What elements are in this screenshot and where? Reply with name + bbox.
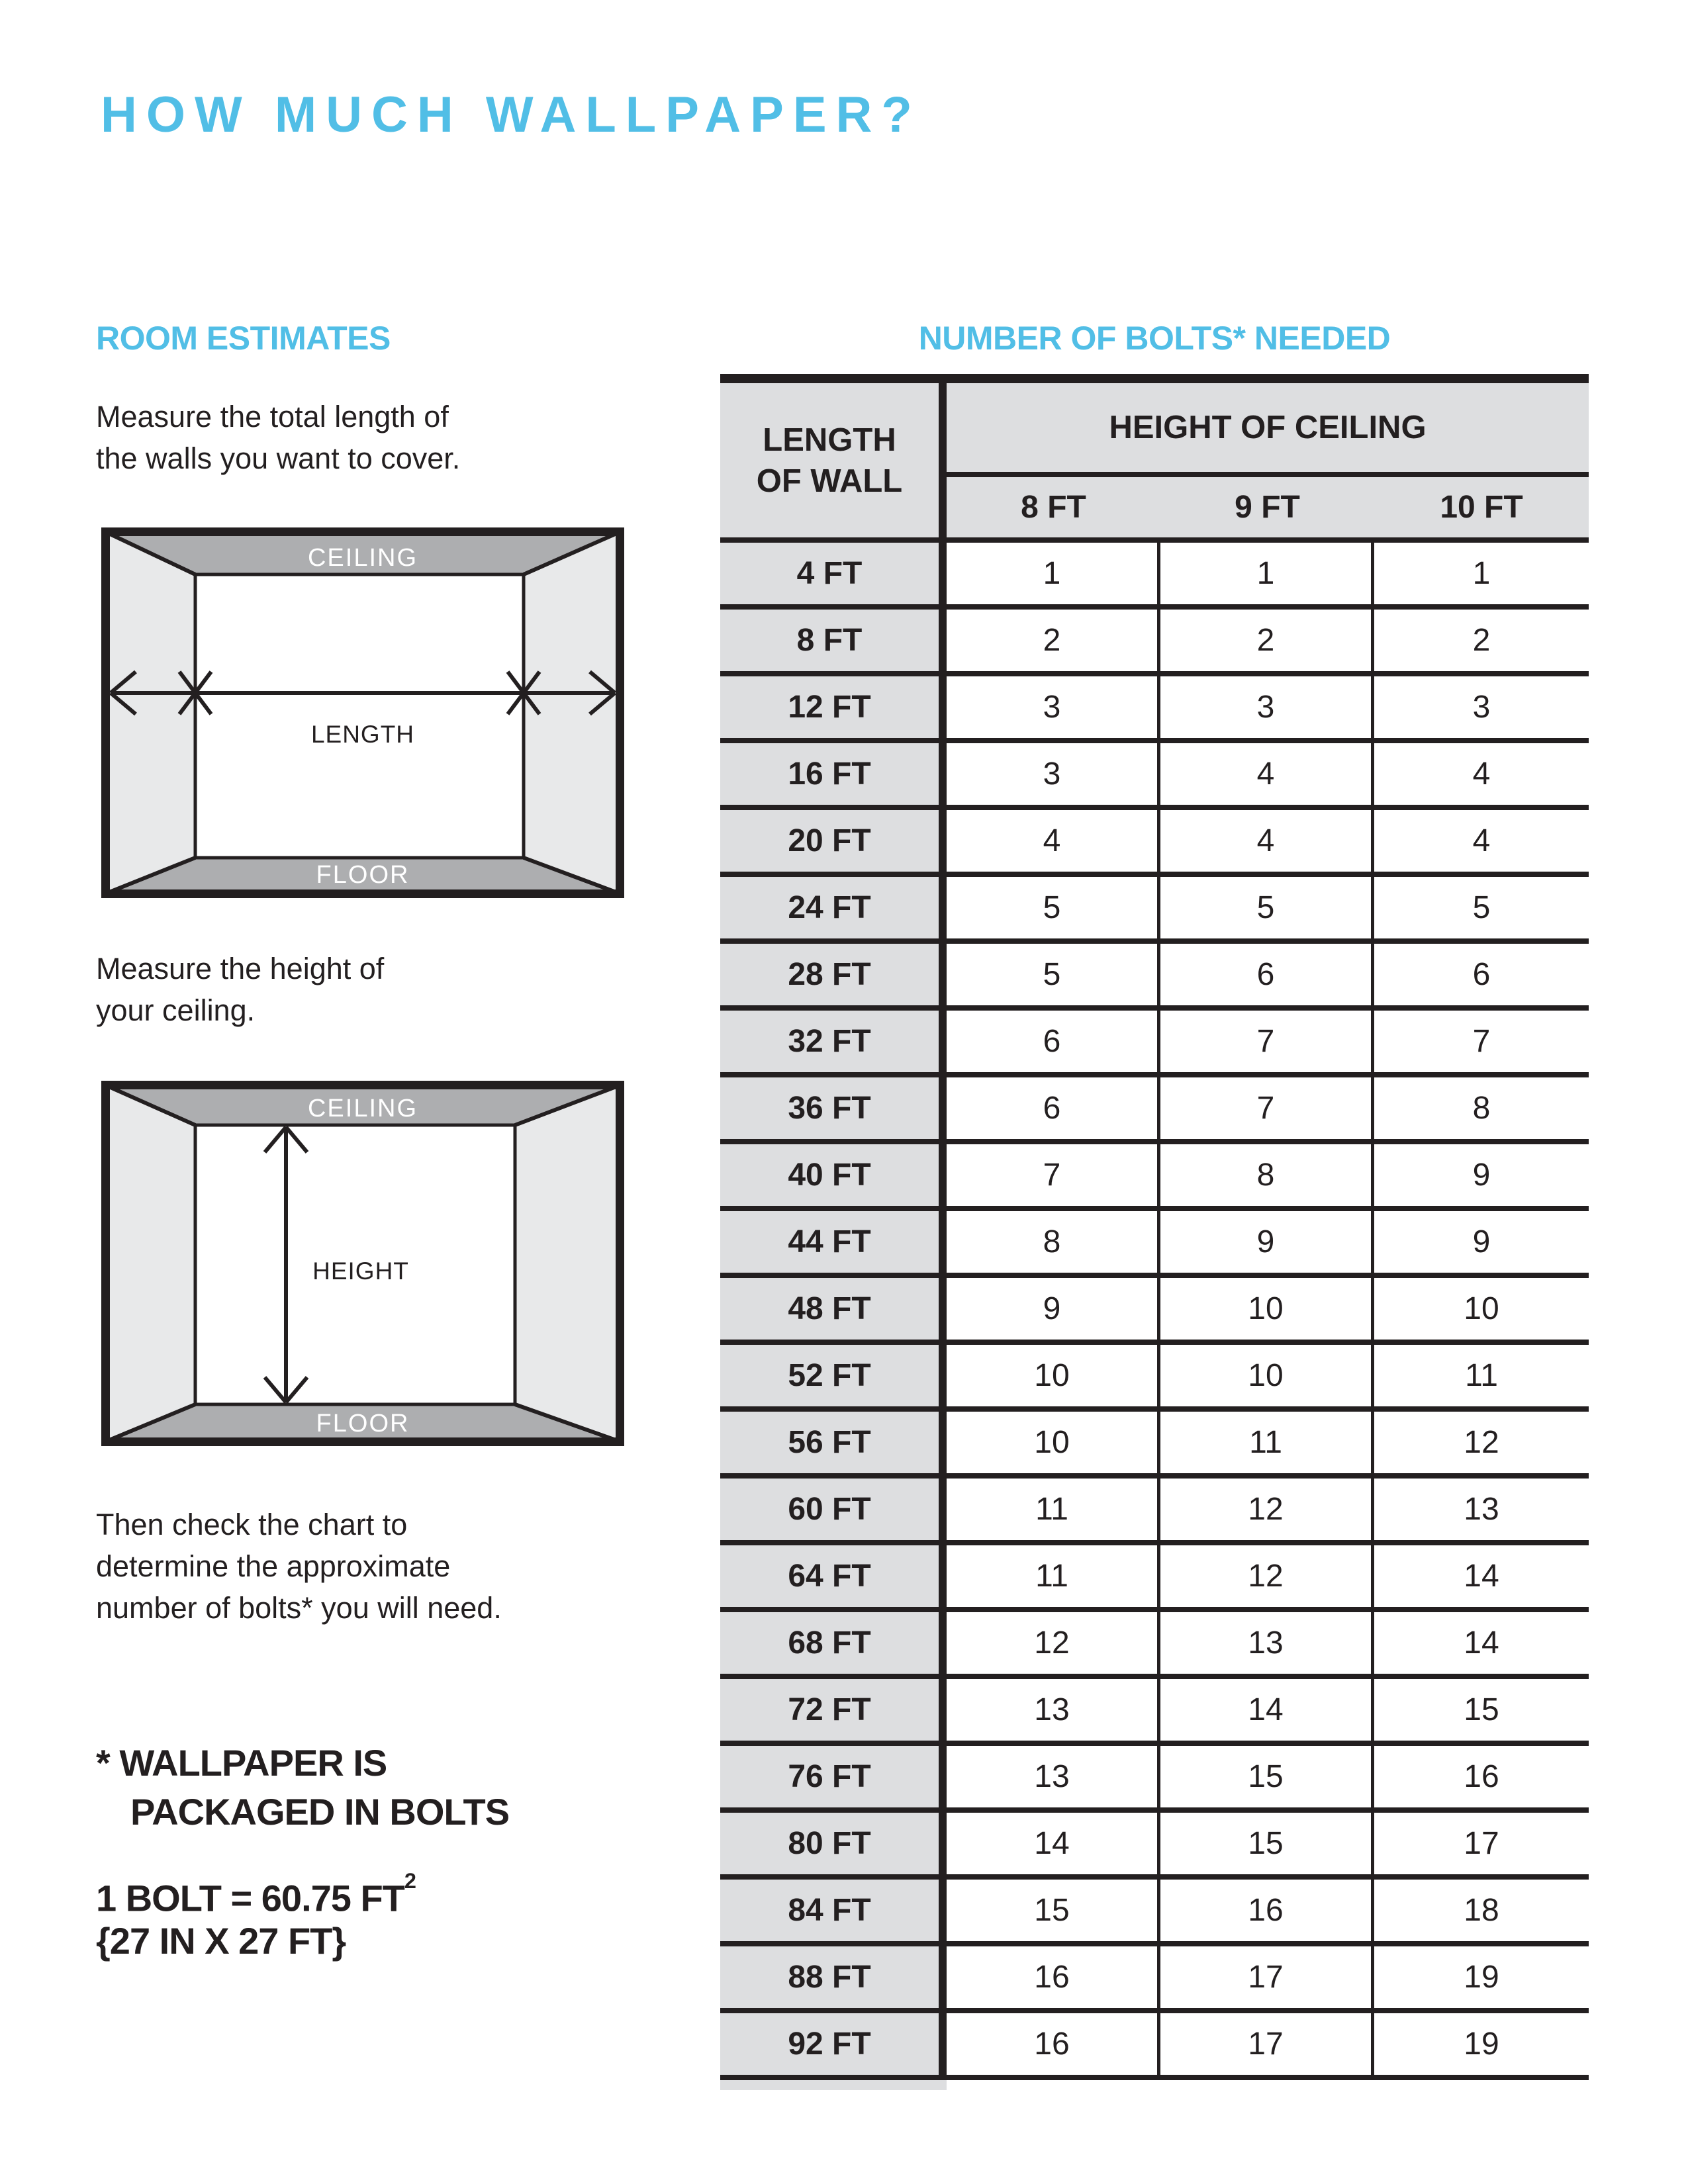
value-cell: 2 [1160, 610, 1374, 676]
value-cell: 16 [1160, 1880, 1374, 1946]
row-label-cell: 48 FT [720, 1278, 947, 1345]
row-label-cell: 16 FT [720, 743, 947, 810]
value-cell: 11 [947, 1545, 1160, 1612]
column-header-10ft: 10 FT [1374, 477, 1589, 543]
value-cell: 9 [1374, 1144, 1589, 1211]
value-cell: 9 [1374, 1211, 1589, 1278]
value-cell: 8 [947, 1211, 1160, 1278]
row-label-cell: 84 FT [720, 1880, 947, 1946]
value-cell: 2 [1374, 610, 1589, 676]
value-cell: 13 [1160, 1612, 1374, 1679]
value-cell: 10 [1374, 1278, 1589, 1345]
value-cell: 17 [1374, 1813, 1589, 1880]
left-wall-face [106, 1085, 195, 1441]
value-cell: 17 [1160, 1946, 1374, 2013]
value-cell: 8 [1160, 1144, 1374, 1211]
value-cell: 15 [1160, 1746, 1374, 1813]
row-label-cell: 40 FT [720, 1144, 947, 1211]
paragraph-line: number of bolts* you will need. [96, 1591, 502, 1625]
height-label: HEIGHT [312, 1257, 409, 1285]
bolt-size-note [96, 1870, 416, 1962]
footnote-line: PACKAGED IN BOLTS [130, 1791, 510, 1833]
value-cell: 1 [1374, 543, 1589, 610]
value-cell: 4 [1374, 743, 1589, 810]
value-cell: 11 [1160, 1412, 1374, 1479]
paragraph-line: your ceiling. [96, 993, 256, 1027]
value-cell: 12 [1160, 1479, 1374, 1545]
value-cell: 10 [1160, 1345, 1374, 1412]
ceiling-label: CEILING [307, 1095, 418, 1122]
row-label-cell: 4 FT [720, 543, 947, 610]
value-cell: 6 [947, 1011, 1160, 1077]
column-header-8ft: 8 FT [947, 477, 1160, 543]
value-cell: 3 [1160, 676, 1374, 743]
row-label-cell: 20 FT [720, 810, 947, 877]
value-cell: 1 [947, 543, 1160, 610]
value-cell: 4 [1160, 810, 1374, 877]
row-label-cell: 60 FT [720, 1479, 947, 1545]
row-label-cell: 28 FT [720, 944, 947, 1011]
row-label-cell: 76 FT [720, 1746, 947, 1813]
back-wall [195, 574, 524, 858]
value-cell: 2 [947, 610, 1160, 676]
value-cell: 10 [1160, 1278, 1374, 1345]
value-cell: 6 [1160, 944, 1374, 1011]
value-cell: 4 [947, 810, 1160, 877]
floor-label: FLOOR [316, 1410, 410, 1437]
value-cell: 3 [947, 743, 1160, 810]
footnote-line: * WALLPAPER IS [96, 1742, 387, 1784]
value-cell: 14 [1160, 1679, 1374, 1746]
value-cell: 7 [947, 1144, 1160, 1211]
bolt-dimensions-line: {27 IN X 27 FT} [96, 1919, 346, 1962]
wallpaper-bolts-footnote [96, 1739, 509, 1837]
right-wall-face [515, 1085, 620, 1441]
height-of-ceiling-header: HEIGHT OF CEILING [947, 383, 1589, 477]
value-cell: 19 [1374, 1946, 1589, 2013]
row-label-cell: 56 FT [720, 1412, 947, 1479]
room-height-diagram [101, 1081, 624, 1446]
row-label-cell: 68 FT [720, 1612, 947, 1679]
value-cell: 5 [1374, 877, 1589, 944]
superscript-2: 2 [404, 1869, 416, 1893]
row-label-cell: 52 FT [720, 1345, 947, 1412]
bolt-equation-line: 1 BOLT = 60.75 $FT^2$ [96, 1869, 416, 1919]
value-cell: 18 [1374, 1880, 1589, 1946]
value-cell: 3 [947, 676, 1160, 743]
value-cell: 4 [1160, 743, 1374, 810]
value-cell: 7 [1160, 1077, 1374, 1144]
value-cell: 6 [1374, 944, 1589, 1011]
value-cell: 10 [947, 1412, 1160, 1479]
value-cell: 5 [947, 944, 1160, 1011]
paragraph-line: determine the approximate [96, 1549, 451, 1583]
row-label-cell: 32 FT [720, 1011, 947, 1077]
value-cell: 8 [1374, 1077, 1589, 1144]
value-cell: 19 [1374, 2013, 1589, 2080]
value-cell: 6 [947, 1077, 1160, 1144]
paragraph-line: Measure the total length of [96, 400, 449, 433]
length-of-wall-header: LENGTH OF WALL [720, 383, 947, 543]
asterisk: * [96, 1742, 110, 1784]
instruction-paragraph-chart [96, 1504, 502, 1629]
page-title: HOW MUCH WALLPAPER? [101, 87, 921, 143]
row-label-cell: 92 FT [720, 2013, 947, 2080]
paragraph-line: the walls you want to cover. [96, 441, 461, 475]
row-label-cell: 12 FT [720, 676, 947, 743]
table-footer-stub [720, 2080, 947, 2090]
value-cell: 5 [1160, 877, 1374, 944]
value-cell: 7 [1374, 1011, 1589, 1077]
paragraph-line: Measure the height of [96, 952, 385, 985]
value-cell: 14 [1374, 1612, 1589, 1679]
bolts-table [720, 374, 1589, 2090]
instruction-paragraph-length [96, 396, 460, 479]
value-cell: 12 [947, 1612, 1160, 1679]
value-cell: 15 [1374, 1679, 1589, 1746]
row-label-cell: 8 FT [720, 610, 947, 676]
value-cell: 11 [947, 1479, 1160, 1545]
value-cell: 12 [1374, 1412, 1589, 1479]
room-estimates-heading: ROOM ESTIMATES [96, 320, 391, 357]
row-label-cell: 36 FT [720, 1077, 947, 1144]
value-cell: 13 [947, 1679, 1160, 1746]
value-cell: 16 [947, 2013, 1160, 2080]
paragraph-line: Then check the chart to [96, 1508, 408, 1541]
ceiling-label: CEILING [307, 544, 418, 572]
row-label-cell: 64 FT [720, 1545, 947, 1612]
column-header-9ft: 9 FT [1160, 477, 1374, 543]
row-label-cell: 88 FT [720, 1946, 947, 2013]
value-cell: 12 [1160, 1545, 1374, 1612]
value-cell: 15 [1160, 1813, 1374, 1880]
value-cell: 3 [1374, 676, 1589, 743]
value-cell: 11 [1374, 1345, 1589, 1412]
value-cell: 10 [947, 1345, 1160, 1412]
value-cell: 13 [1374, 1479, 1589, 1545]
row-label-cell: 24 FT [720, 877, 947, 944]
instruction-paragraph-height [96, 948, 384, 1031]
length-label: LENGTH [310, 721, 415, 748]
value-cell: 14 [947, 1813, 1160, 1880]
room-length-diagram [101, 527, 624, 898]
row-label-cell: 80 FT [720, 1813, 947, 1880]
value-cell: 16 [947, 1946, 1160, 2013]
value-cell: 1 [1160, 543, 1374, 610]
value-cell: 7 [1160, 1011, 1374, 1077]
bolts-needed-heading: NUMBER OF BOLTS* NEEDED [918, 320, 1391, 357]
value-cell: 9 [947, 1278, 1160, 1345]
value-cell: 16 [1374, 1746, 1589, 1813]
value-cell: 17 [1160, 2013, 1374, 2080]
value-cell: 14 [1374, 1545, 1589, 1612]
value-cell: 13 [947, 1746, 1160, 1813]
value-cell: 5 [947, 877, 1160, 944]
value-cell: 4 [1374, 810, 1589, 877]
value-cell: 15 [947, 1880, 1160, 1946]
value-cell: 9 [1160, 1211, 1374, 1278]
floor-label: FLOOR [316, 861, 410, 889]
table-top-bar [720, 374, 1589, 383]
row-label-cell: 44 FT [720, 1211, 947, 1278]
table-grid [720, 383, 1589, 2080]
row-label-cell: 72 FT [720, 1679, 947, 1746]
